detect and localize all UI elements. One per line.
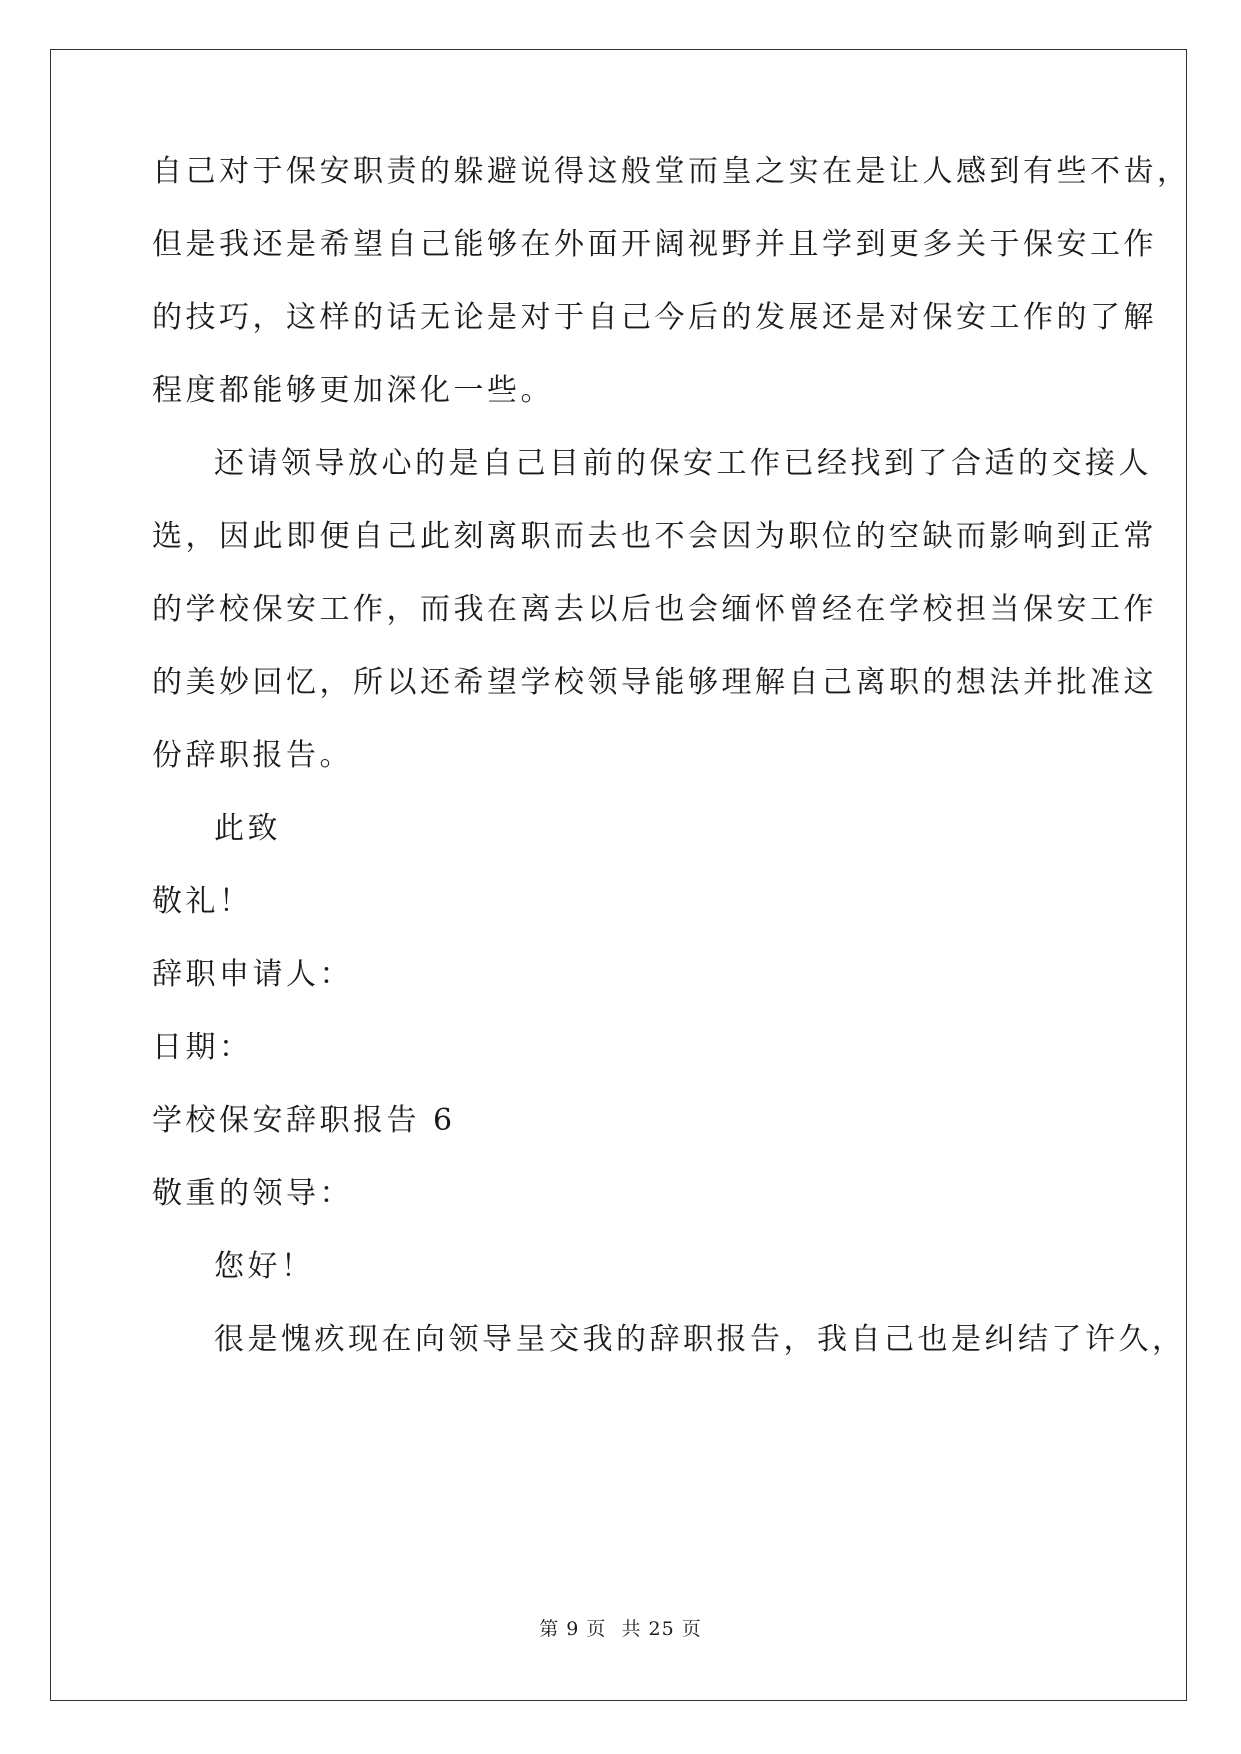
page-border (50, 49, 1187, 1701)
letter-hello: 您好！ (214, 1249, 315, 1284)
letter-first-line: 很是愧疚现在向领导呈交我的辞职报告，我自己也是纠结了许久， (214, 1322, 1186, 1357)
closing-regards: 敬礼！ (152, 884, 253, 919)
section-title: 学校保安辞职报告 6 (152, 1103, 456, 1138)
paragraph-2-line-4: 的美妙回忆，所以还希望学校领导能够理解自己离职的想法并批准这 (152, 665, 1157, 700)
paragraph-1-line-3: 的技巧，这样的话无论是对于自己今后的发展还是对保安工作的了解 (152, 300, 1157, 335)
paragraph-2-line-3: 的学校保安工作，而我在离去以后也会缅怀曾经在学校担当保安工作 (152, 592, 1157, 627)
closing-salutation: 此致 (214, 811, 281, 846)
applicant-label: 辞职申请人： (152, 957, 353, 992)
letter-greeting: 敬重的领导： (152, 1176, 353, 1211)
page-total: 共 25 页 (621, 1618, 702, 1640)
paragraph-1-line-1: 自己对于保安职责的躲避说得这般堂而皇之实在是让人感到有些不齿， (152, 154, 1191, 189)
page-footer (0, 1617, 1241, 1641)
paragraph-2-line-2: 选，因此即便自己此刻离职而去也不会因为职位的空缺而影响到正常 (152, 519, 1157, 554)
paragraph-2-line-5: 份辞职报告。 (152, 738, 353, 773)
paragraph-1-line-4: 程度都能够更加深化一些。 (152, 373, 554, 408)
date-label: 日期： (152, 1030, 253, 1065)
page-number: 第 9 页 (539, 1618, 607, 1640)
paragraph-1-line-2: 但是我还是希望自己能够在外面开阔视野并且学到更多关于保安工作 (152, 227, 1157, 262)
paragraph-2-line-1: 还请领导放心的是自己目前的保安工作已经找到了合适的交接人 (214, 446, 1152, 481)
